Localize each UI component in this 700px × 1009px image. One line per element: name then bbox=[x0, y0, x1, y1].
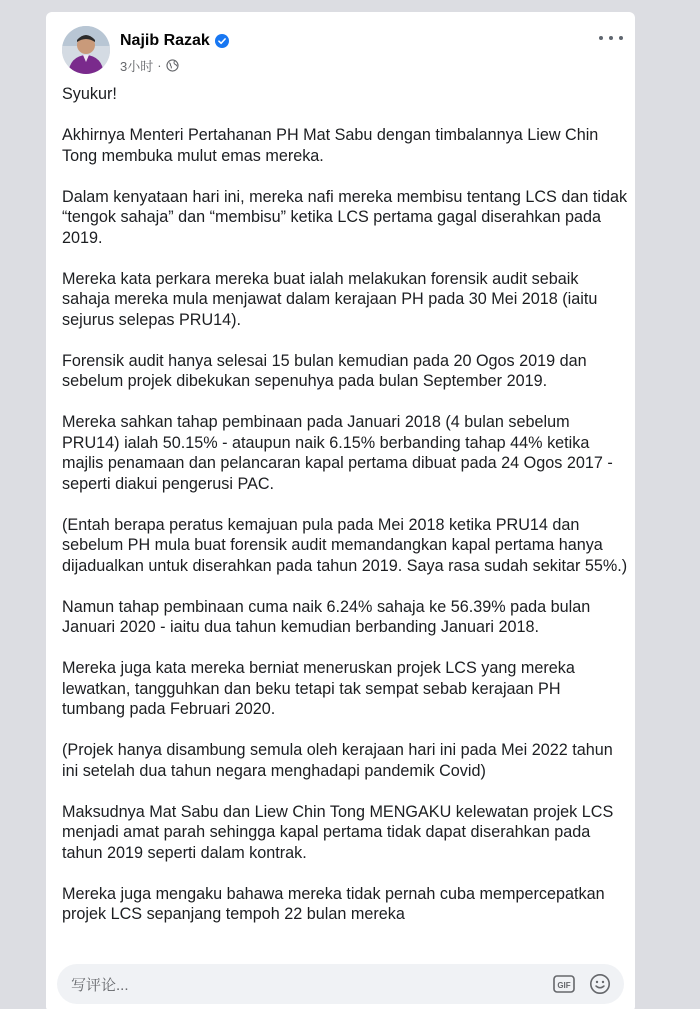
gif-icon[interactable] bbox=[552, 972, 576, 996]
smiley-icon[interactable] bbox=[588, 972, 612, 996]
post-paragraph: Namun tahap pembinaan cuma naik 6.24% sahaja ke 56.39% pada bulan Januari 2020 - iaitu dua tahun kemudian berbanding Januari 2018. bbox=[62, 597, 591, 636]
more-options-icon[interactable] bbox=[599, 28, 623, 48]
comment-placeholder[interactable]: 写评论... bbox=[71, 976, 129, 994]
post-paragraph: (Entah berapa peratus kemajuan pula pada Mei 2018 ketika PRU14 dan sebelum PH mula buat forensik audit memandangkan kapal pertama hanya dijadualkan untuk diserahkan pada tahun 2019. Saya rasa sudah sekitar 55%.) bbox=[62, 515, 628, 575]
avatar[interactable] bbox=[62, 26, 110, 74]
comment-input[interactable] bbox=[57, 964, 624, 1004]
post-paragraph: Mereka sahkan tahap pembinaan pada Januari 2018 (4 bulan sebelum PRU14) ialah 50.15% - ataupun naik 6.15% berbanding tahap 44% ketika majlis penamaan dan pelancaran kapal pertama dibuat pada 24 Ogos 2017 - seperti diakui pengerusi PAC. bbox=[62, 413, 613, 493]
post-card bbox=[46, 12, 635, 1009]
post-header bbox=[46, 12, 635, 82]
post-paragraph: Syukur! bbox=[62, 85, 117, 103]
verified-badge-icon bbox=[215, 34, 229, 48]
post-paragraph: Mereka juga mengaku bahawa mereka tidak pernah cuba mempercepatkan projek LCS sepanjang tempoh 22 bulan mereka bbox=[62, 884, 605, 923]
post-paragraph: Dalam kenyataan hari ini, mereka nafi mereka membisu tentang LCS dan tidak “tengok sahaja” dan “membisu” ketika LCS pertama gagal diserahkan pada 2019. bbox=[62, 187, 628, 247]
comment-bar bbox=[46, 958, 635, 1009]
post-paragraph: Mereka juga kata mereka berniat meneruskan projek LCS yang mereka lewatkan, tangguhkan dan beku tetapi tak sempat sebab kerajaan PH tumbang pada Februari 2020. bbox=[62, 659, 575, 718]
post-body bbox=[62, 84, 628, 945]
post-paragraph: Akhirnya Menteri Pertahanan PH Mat Sabu dengan timbalannya Liew Chin Tong membuka mulut emas mereka. bbox=[62, 126, 599, 165]
post-paragraph: Maksudnya Mat Sabu dan Liew Chin Tong MENGAKU kelewatan projek LCS menjadi amat parah sehingga kapal pertama tidak dapat diserahkan pada tahun 2019 seperti dalam kontrak. bbox=[62, 802, 614, 862]
globe-icon bbox=[166, 59, 179, 72]
post-paragraph: (Projek hanya disambung semula oleh kerajaan hari ini pada Mei 2022 tahun ini setelah dua tahun negara menghadapi pandemik Covid) bbox=[62, 741, 613, 780]
author-name-text[interactable]: Najib Razak bbox=[120, 32, 210, 49]
post-paragraph: Mereka kata perkara mereka buat ialah melakukan forensik audit sebaik sahaja mereka mula menjawat dalam kerajaan PH pada 30 Mei 2018 (iaitu sejurus selepas PRU14). bbox=[62, 269, 598, 329]
meta-separator: · bbox=[157, 58, 162, 73]
author-name[interactable] bbox=[120, 32, 229, 50]
post-meta bbox=[120, 56, 179, 75]
gif-label: GIF bbox=[557, 981, 571, 990]
post-paragraph: Forensik audit hanya selesai 15 bulan kemudian pada 20 Ogos 2019 dan sebelum projek dibekukan sepenuhya pada bulan September 2019. bbox=[62, 351, 587, 390]
post-timestamp[interactable]: 3小时 bbox=[120, 59, 154, 74]
